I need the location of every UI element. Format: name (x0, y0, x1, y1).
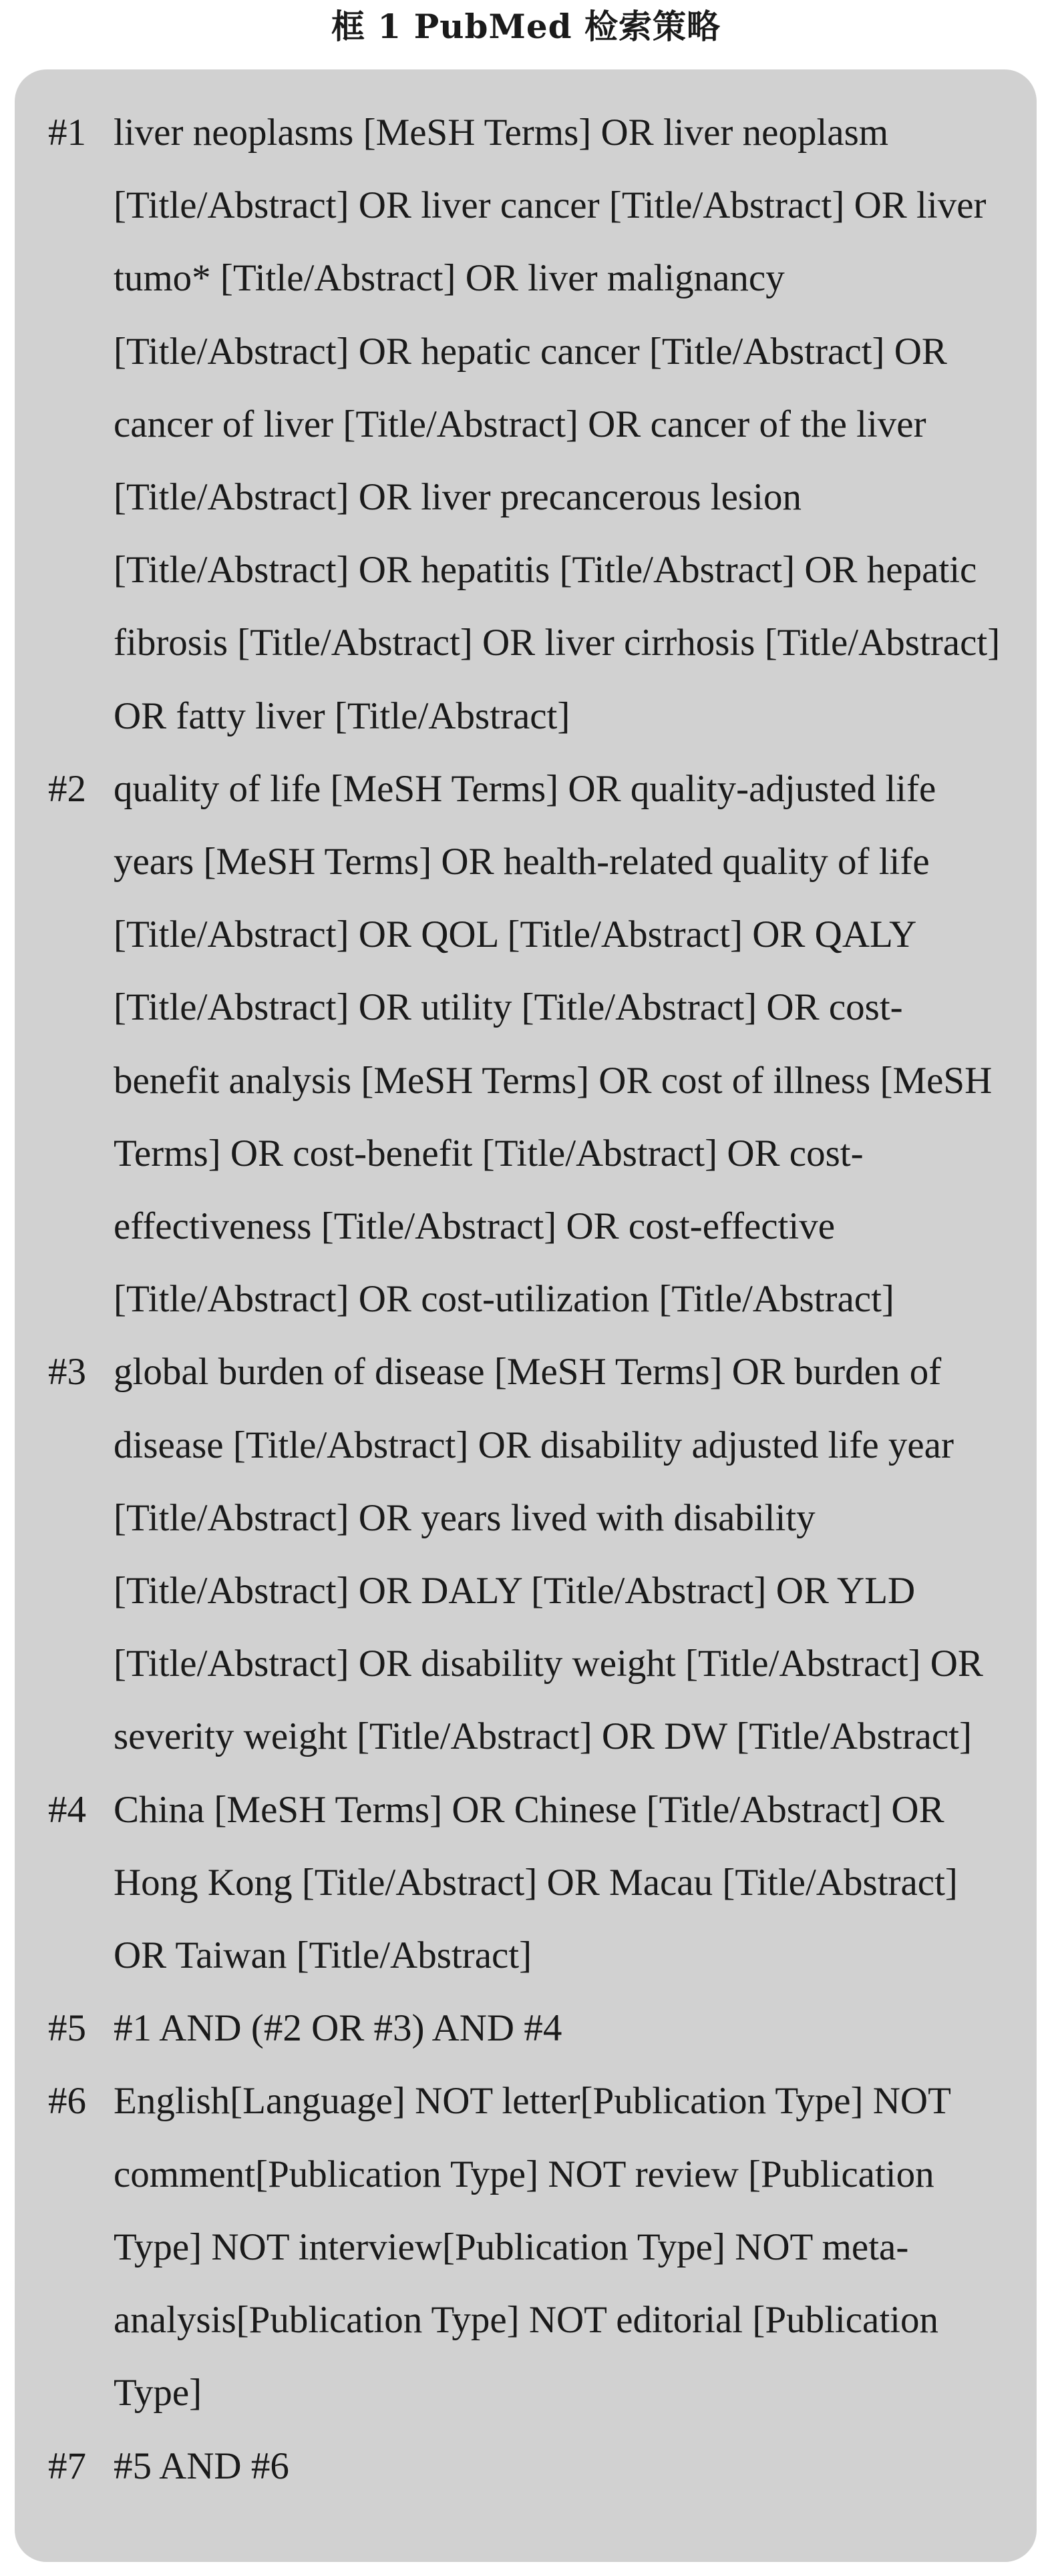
entry-number: #7 (48, 2444, 86, 2487)
box-title: 框 1 PubMed 检索策略 (331, 7, 721, 46)
entry-number: #3 (48, 1351, 86, 1393)
search-entry-3 (48, 1335, 1003, 1773)
entry-query: China [MeSH Terms] OR Chinese [Title/Abstract] OR Hong Kong [Title/Abstract] OR Macau [Title/Abstract] OR Taiwan [Title/Abstract] (114, 1788, 958, 1977)
search-entry-1 (48, 96, 1003, 753)
entry-number: #1 (48, 112, 86, 154)
search-strategy-panel (15, 69, 1037, 2562)
search-entry-7 (48, 2430, 1003, 2503)
entry-number: #5 (48, 2007, 86, 2050)
entry-number: #6 (48, 2080, 86, 2123)
search-entry-5 (48, 1992, 1003, 2065)
entry-query: English[Language] NOT letter[Publication Type] NOT comment[Publication Type] NOT review [Publication Type] NOT interview[Publication Type] NOT meta-analysis[Publication Type] NOT editorial [Publication Type] (114, 2080, 950, 2414)
entry-number: #4 (48, 1788, 86, 1831)
entry-query: quality of life [MeSH Terms] OR quality-adjusted life years [MeSH Terms] OR health-related quality of life [Title/Abstract] OR QOL [Title/Abstract] OR QALY [Title/Abstract] OR utility [Title/Abstract] OR cost-benefit analysis [MeSH Terms] OR cost of illness [MeSH Terms] OR cost-benefit [Title/Abstract] OR cost-effectiveness [Title/Abstract] OR cost-effective [Title/Abstract] OR cost-utilization [Title/Abstract] (114, 767, 993, 1321)
entry-number: #2 (48, 767, 86, 810)
entry-query: global burden of disease [MeSH Terms] OR burden of disease [Title/Abstract] OR disability adjusted life year [Title/Abstract] OR years lived with disability [Title/Abstract] OR DALY [Title/Abstract] OR YLD [Title/Abstract] OR disability weight [Title/Abstract] OR severity weight [Title/Abstract] OR DW [Title/Abstract] (114, 1351, 983, 1758)
search-entry-6 (48, 2065, 1003, 2429)
entry-query: liver neoplasms [MeSH Terms] OR liver neoplasm [Title/Abstract] OR liver cancer [Title/Abstract] OR liver tumo* [Title/Abstract] OR liver malignancy [Title/Abstract] OR hepatic cancer [Title/Abstract] OR cancer of liver [Title/Abstract] OR cancer of the liver [Title/Abstract] OR liver precancerous lesion [Title/Abstract] OR hepatitis [Title/Abstract] OR hepatic fibrosis [Title/Abstract] OR liver cirrhosis [Title/Abstract] OR fatty liver [Title/Abstract] (114, 112, 1001, 737)
search-entry-2 (48, 753, 1003, 1336)
search-entry-4 (48, 1773, 1003, 1992)
entry-query: #5 AND #6 (114, 2444, 289, 2487)
entry-query: #1 AND (#2 OR #3) AND #4 (114, 2007, 562, 2050)
